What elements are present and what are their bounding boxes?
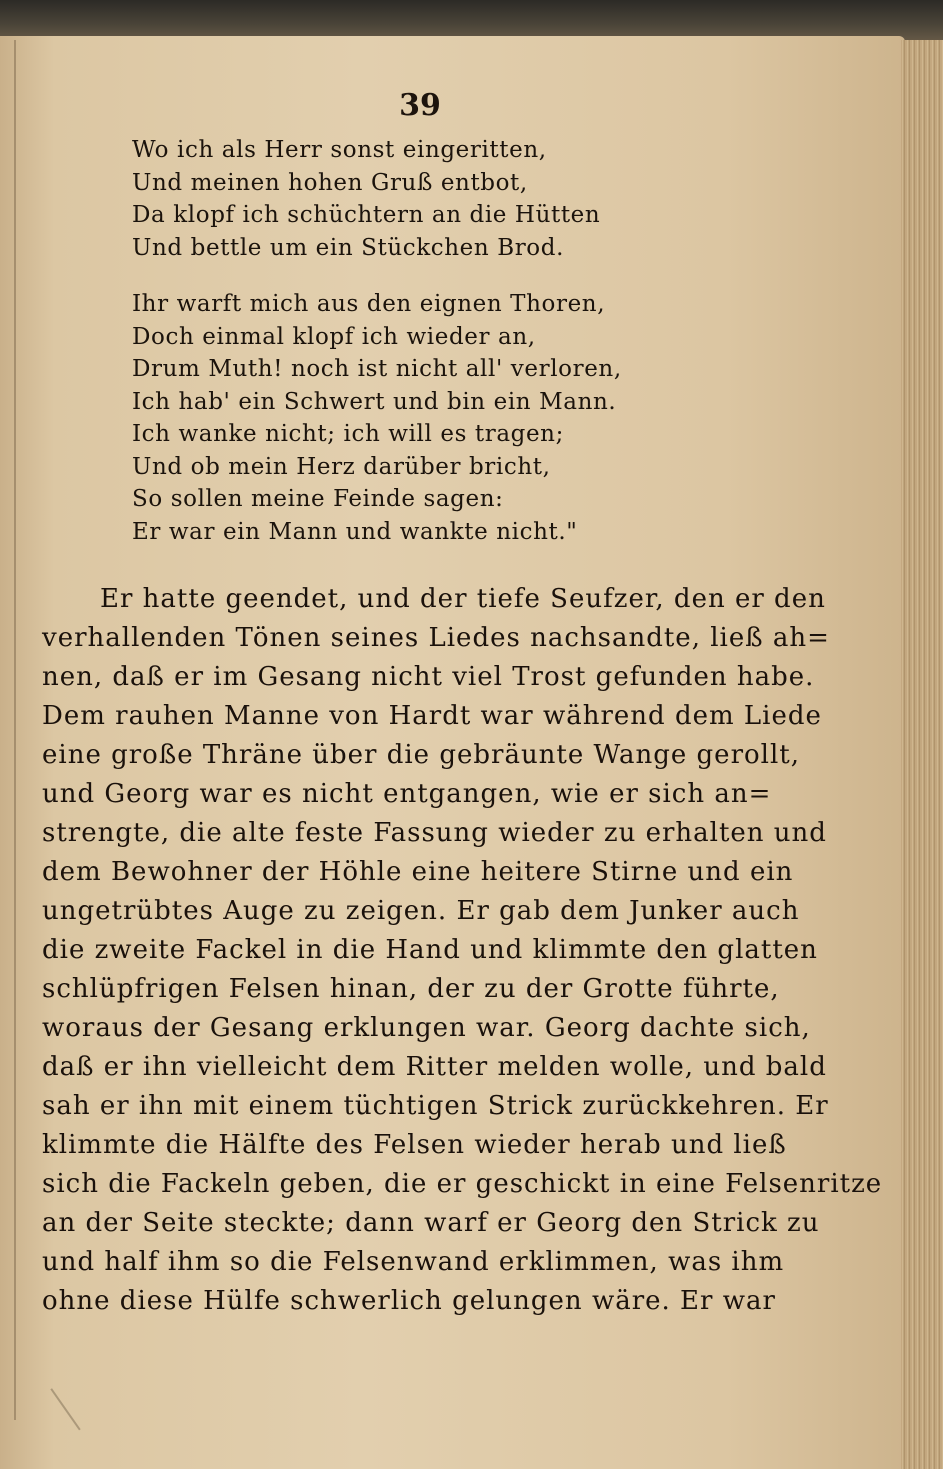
page-stack-edge [901,40,943,1469]
poem-line: Und bettle um ein Stückchen Brod. [132,234,564,261]
poem-line: Drum Muth! noch ist nicht all' verloren, [132,356,622,382]
prose-line: dem Bewohner der Höhle eine heitere Stirne und ein [42,857,794,887]
poem-line: Doch einmal klopf ich wieder an, [132,323,536,350]
poem-line: Wo ich als Herr sonst eingeritten, [132,137,547,163]
prose-line: Dem rauhen Manne von Hardt war während dem Liede [42,701,822,731]
poem-line: Er war ein Mann und wankte nicht." [132,518,578,545]
poem-line: Ich hab' ein Schwert und bin ein Mann. [132,388,617,415]
prose-paragraph [42,580,883,1321]
poem-stanza-1 [132,134,692,264]
prose-line: woraus der Gesang erklungen war. Georg dachte sich, [42,1013,811,1043]
page-number: 39 [399,88,441,123]
prose-line: schlüpfrigen Felsen hinan, der zu der Grotte führte, [42,974,780,1004]
prose-line: ungetrübtes Auge zu zeigen. Er gab dem Junker auch [42,896,800,926]
poem-stanza-2 [132,288,692,548]
prose-line: klimmte die Hälfte des Felsen wieder herab und ließ [42,1130,787,1160]
prose-line: eine große Thräne über die gebräunte Wange gerollt, [42,740,800,770]
poem-line: Und meinen hohen Gruß entbot, [132,169,528,196]
poem-line: Und ob mein Herz darüber bricht, [132,453,551,480]
poem-line: Ihr warft mich aus den eignen Thoren, [132,291,606,317]
prose-line: Er hatte geendet, und der tiefe Seufzer, den er den [100,584,826,614]
prose-line: verhallenden Tönen seines Liedes nachsandte, ließ ah= [42,623,830,653]
prose-line: ohne diese Hülfe schwerlich gelungen wäre. Er war [42,1286,776,1316]
prose-line: und Georg war es nicht entgangen, wie er sich an= [42,779,772,809]
poem-line: Da klopf ich schüchtern an die Hütten [132,202,601,228]
poem-line: So sollen meine Feinde sagen: [132,486,504,512]
prose-line: an der Seite steckte; dann warf er Georg den Strick zu [42,1208,820,1238]
poem-block [132,134,692,548]
prose-line: und half ihm so die Felsenwand erklimmen, was ihm [42,1247,785,1277]
prose-line: sich die Fackeln geben, die er geschickt in eine Felsenritze [42,1169,883,1199]
prose-line: daß er ihn vielleicht dem Ritter melden wolle, und bald [42,1052,827,1082]
poem-line: Ich wanke nicht; ich will es tragen; [132,421,564,447]
prose-line: sah er ihn mit einem tüchtigen Strick zurückkehren. Er [42,1091,829,1121]
stanza-gap [132,264,692,288]
prose-line: strengte, die alte feste Fassung wieder zu erhalten und [42,818,827,848]
prose-line: nen, daß er im Gesang nicht viel Trost gefunden habe. [42,662,815,692]
binding-fold [14,40,16,1420]
prose-line: die zweite Fackel in die Hand und klimmte den glatten [42,935,818,965]
